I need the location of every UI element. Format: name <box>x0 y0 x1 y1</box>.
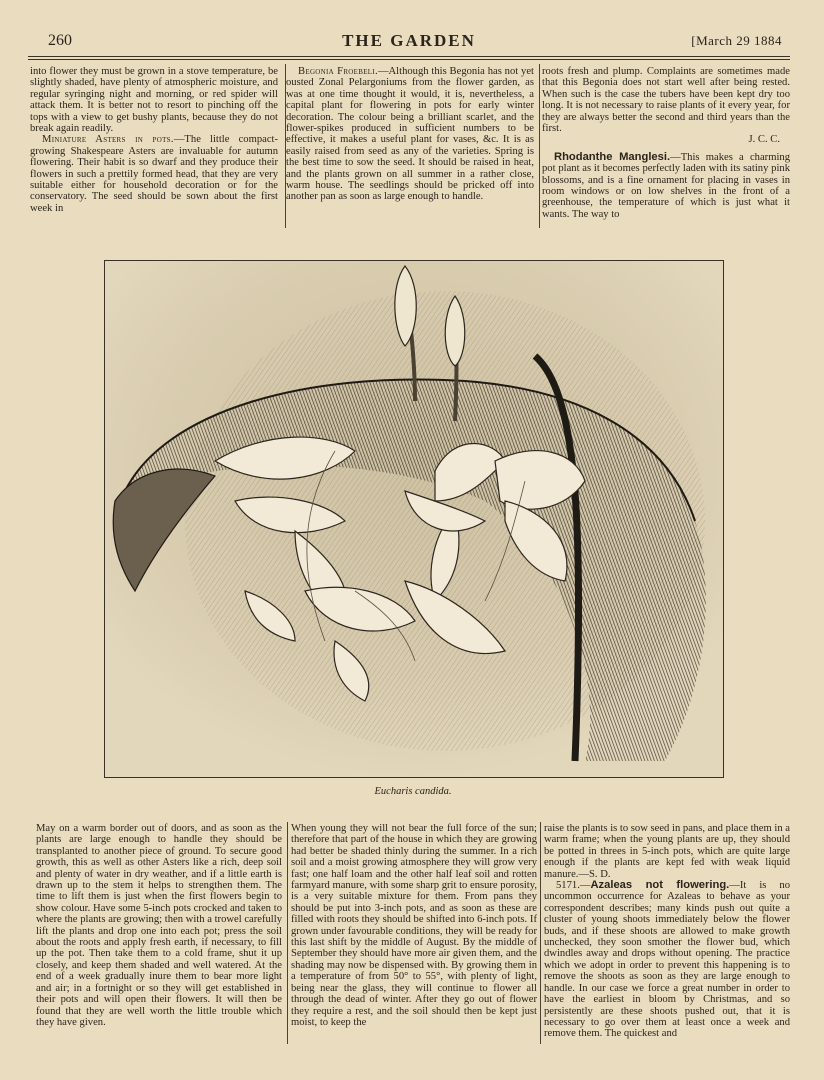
bottom-column-2 <box>291 823 537 1045</box>
paragraph-body: —The little compact-growing Shakespeare Asters are invaluable for autumn flowering. Their habit is so dwarf and they produce their flowers in such a prettily formed head, that they are very suitable either for household decoration or for the conservatory. The seed should be sown about the first week in <box>30 134 278 214</box>
paragraph: into flower they must be grown in a stove temperature, be slightly shaded, have plenty of atmospheric moisture, and regular syringing night and morning, or red spider will attack them. It is better not to resort to pinching off the tops with a view to get bushy plants, because they do not break again readily. <box>30 66 278 135</box>
paragraph-begonia <box>286 66 534 203</box>
bottom-column-3 <box>544 823 790 1045</box>
column-divider <box>539 64 540 228</box>
column-divider <box>540 822 541 1044</box>
query-number: 5171.— <box>556 880 591 892</box>
eucharis-engraving <box>105 261 723 777</box>
paragraph-heading: Miniature Asters in pots. <box>42 134 174 146</box>
figure-caption: Eucharis candida. <box>374 786 452 797</box>
paragraph-rhodanthe <box>542 152 790 220</box>
paragraph: raise the plants is to sow seed in pans, and place them in a warm frame; when the young plants are up, they should be potted in threes in 5-inch pots, which are quite large enough if the plants are kept fed with weak liquid manure.—S. D. <box>544 823 790 880</box>
top-column-3 <box>542 66 790 228</box>
column-divider <box>287 822 288 1044</box>
paragraph-heading: Azaleas not flowering. <box>590 879 730 892</box>
engraving-illustration <box>104 260 724 778</box>
page-header <box>28 30 790 54</box>
paragraph: When young they will not bear the full force of the sun; therefore that part of the house in which they are growing had better be shaded thinly during the summer. In a rich soil and a moist growing atmosphere they will grow very fast; one half loam and the other half leaf soil and rotten farmyard manure, with some sharp grit to ensure porosity, is a very suitable mixture for them. From pans they should be put into 3-inch pots, and as soon as these are filled with roots they should be shifted into 6-inch pots. If grown under favourable conditions, they will be ready for this last shift by the middle of August. By the middle of September they should have more air given them, and the shading may now be dispensed with. By growing them in a temperature of from 50° to 55°, with plenty of light, being near the glass, they will continue to flower all through the dead of winter. After they go out of flower they require a rest, and the soil should then be kept just moist, to keep the <box>291 823 537 1028</box>
issue-date: [March 29 1884 <box>691 33 782 48</box>
header-rule-thin <box>28 59 790 60</box>
paragraph-body: —This makes a charming pot plant as it becomes perfectly laden with its satiny pink blossoms, and is a fine ornament for placing in vases in room windows or on low shelves in the front of a greenhouse, the temperature of which is just what it wants. The way to <box>542 151 790 220</box>
bottom-column-1 <box>36 823 282 1045</box>
paragraph-miniature-asters <box>30 134 278 214</box>
header-rule <box>28 56 790 57</box>
publication-title: THE GARDEN <box>342 31 476 50</box>
paragraph: May on a warm border out of doors, and as soon as the plants are large enough to handle they should be transplanted to another piece of ground. To secure good growth, this as well as other Asters like a rich, deep soil and plenty of water in dry weather, and if a little earth is drawn up to the stem it helps to strengthen them. The time to lift them is just when the first flowers begin to show colour. Have some 5-inch pots crocked and taken to where the plants are growing; then with a trowel carefully lift the plants and drop one into each pot; press the soil about the roots and apply fresh earth, if necessary, to fill up the pot. Then take them to a cold frame, shut it up closely, and keep them shaded and well watered. At the end of a week gradually inure them to bear more light and air; in a fortnight or so they will get established in their pots and will open their flowers. It will then be found that they are well worth the little trouble which they have given. <box>36 823 282 1028</box>
top-column-1 <box>30 66 278 228</box>
paragraph-heading: Rhodanthe Manglesi. <box>554 150 671 163</box>
author-signature: J. C. C. <box>748 134 780 146</box>
paragraph-body: —It is no uncommon occurrence for Azaleas to behave as your correspondent describes; many kinds push out quite a cluster of young shoots immediately below the flower buds, and if these shoots are allowed to make growth unchecked, they soon smother the flower bud, which dwindles away and drops without opening. The practice which we adopt in order to prevent this happening is to remove the shoots as soon as they are large enough to handle. In our case we force a great number in order to have the earliest in bloom by Christmas, and so persistently are these shoots pushed out, that it is necessary to go over them at least once a week and remove them. The quickest and <box>544 880 790 1040</box>
page-number: 260 <box>48 32 72 49</box>
paragraph: roots fresh and plump. Complaints are sometimes made that this Begonia does not start well after being rested. When such is the case the tubers have been kept dry too long. It is not necessary to raise plants of it every year, for they are always better the second and third years than the first. <box>542 66 790 135</box>
top-column-2 <box>286 66 534 228</box>
paragraph-azaleas <box>544 880 790 1040</box>
paragraph-heading: Begonia Froebeli. <box>298 66 378 77</box>
paragraph-body: —Although this Begonia has not yet ousted Zonal Pelargoniums from the flower garden, as was at one time thought it would, it is, nevertheless, a capital plant for flowering in pots for early winter decoration. The colour being a brilliant scarlet, and the flower-spikes produced in sufficient numbers to be effective, it makes a useful plant for vases, &c. It is as easily raised from seed as any of the varieties. Spring is the best time to sow the seed. It should be raised in heat, and the plants grown on all summer in a rather close, warm house. The seedlings should be pricked off into another pan as soon as large enough to handle. <box>286 66 534 203</box>
